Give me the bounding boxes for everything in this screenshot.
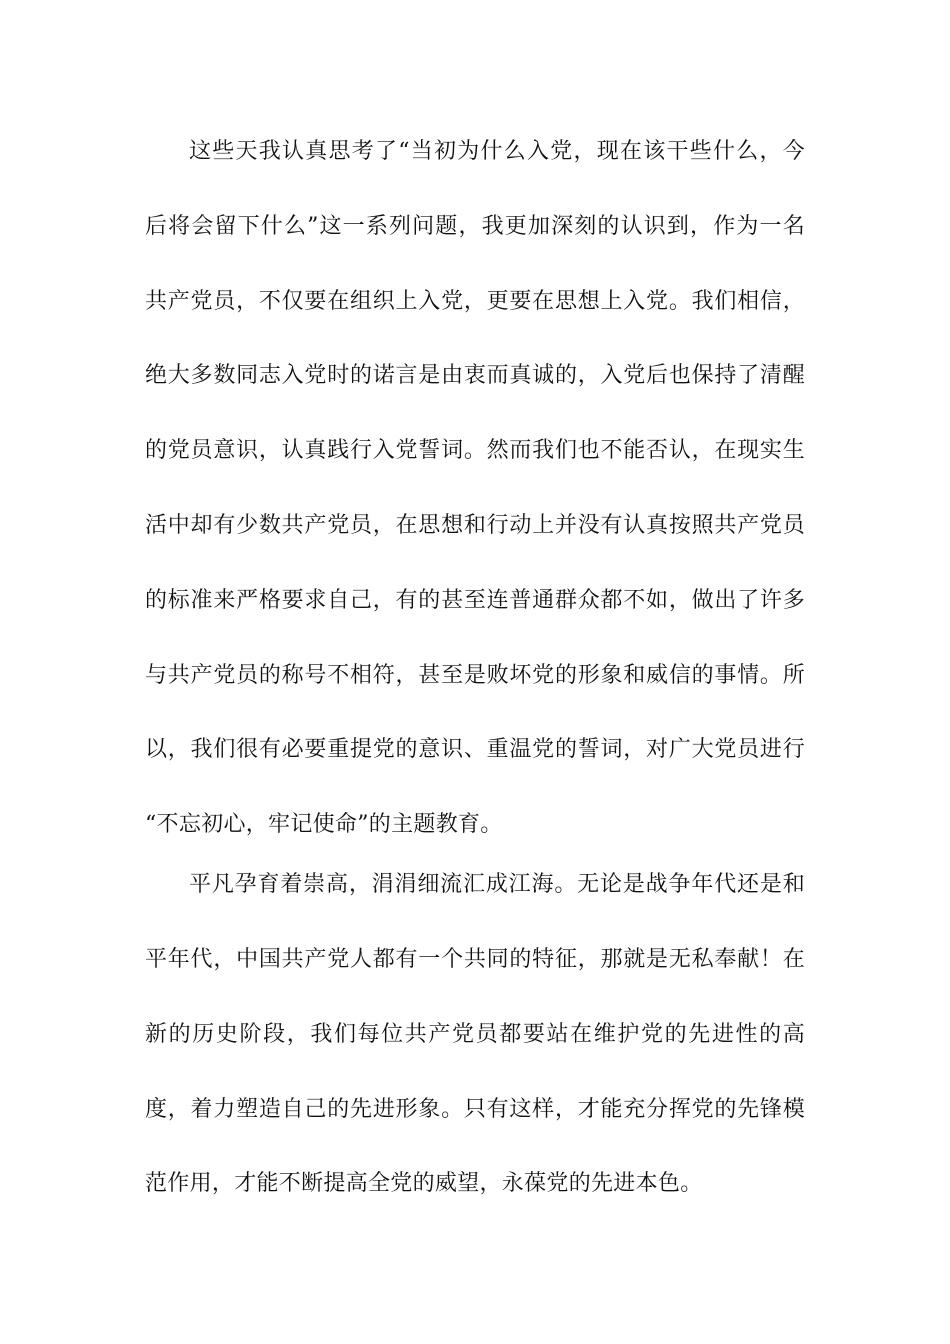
text-line: 这些天我认真思考了“当初为什么入党，现在该干些什么，今 <box>189 139 805 164</box>
text-line: 绝大多数同志入党时的诺言是由衷而真诚的，入党后也保持了清醒 <box>145 363 805 388</box>
text-line: 与共产党员的称号不相符，甚至是败坏党的形象和威信的事情。所 <box>145 663 805 688</box>
text-line: 度，着力塑造自己的先进形象。只有这样，才能充分挥党的先锋模 <box>145 1097 805 1122</box>
text-line: 后将会留下什么”这一系列问题，我更加深刻的认识到，作为一名 <box>145 214 805 239</box>
text-line: 共产党员，不仅要在组织上入党，更要在思想上入党。我们相信， <box>145 289 805 314</box>
text-line: 新的历史阶段，我们每位共产党员都要站在维护党的先进性的高 <box>145 1022 805 1047</box>
text-line: 的标准来严格要求自己，有的甚至连普通群众都不如，做出了许多 <box>145 588 805 613</box>
text-line: 活中却有少数共产党员，在思想和行动上并没有认真按照共产党员 <box>145 513 805 538</box>
text-line: 范作用，才能不断提高全党的威望，永葆党的先进本色。 <box>145 1171 703 1196</box>
text-line: “不忘初心，牢记使命”的主题教育。 <box>145 812 503 837</box>
text-line: 的党员意识，认真践行入党誓词。然而我们也不能否认，在现实生 <box>145 438 805 463</box>
text-line: 平凡孕育着崇高，涓涓细流汇成江海。无论是战争年代还是和 <box>189 872 805 897</box>
text-line: 平年代，中国共产党人都有一个共同的特征，那就是无私奉献！在 <box>145 947 805 972</box>
text-line: 以，我们很有必要重提党的意识、重温党的誓词，对广大党员进行 <box>145 737 805 762</box>
